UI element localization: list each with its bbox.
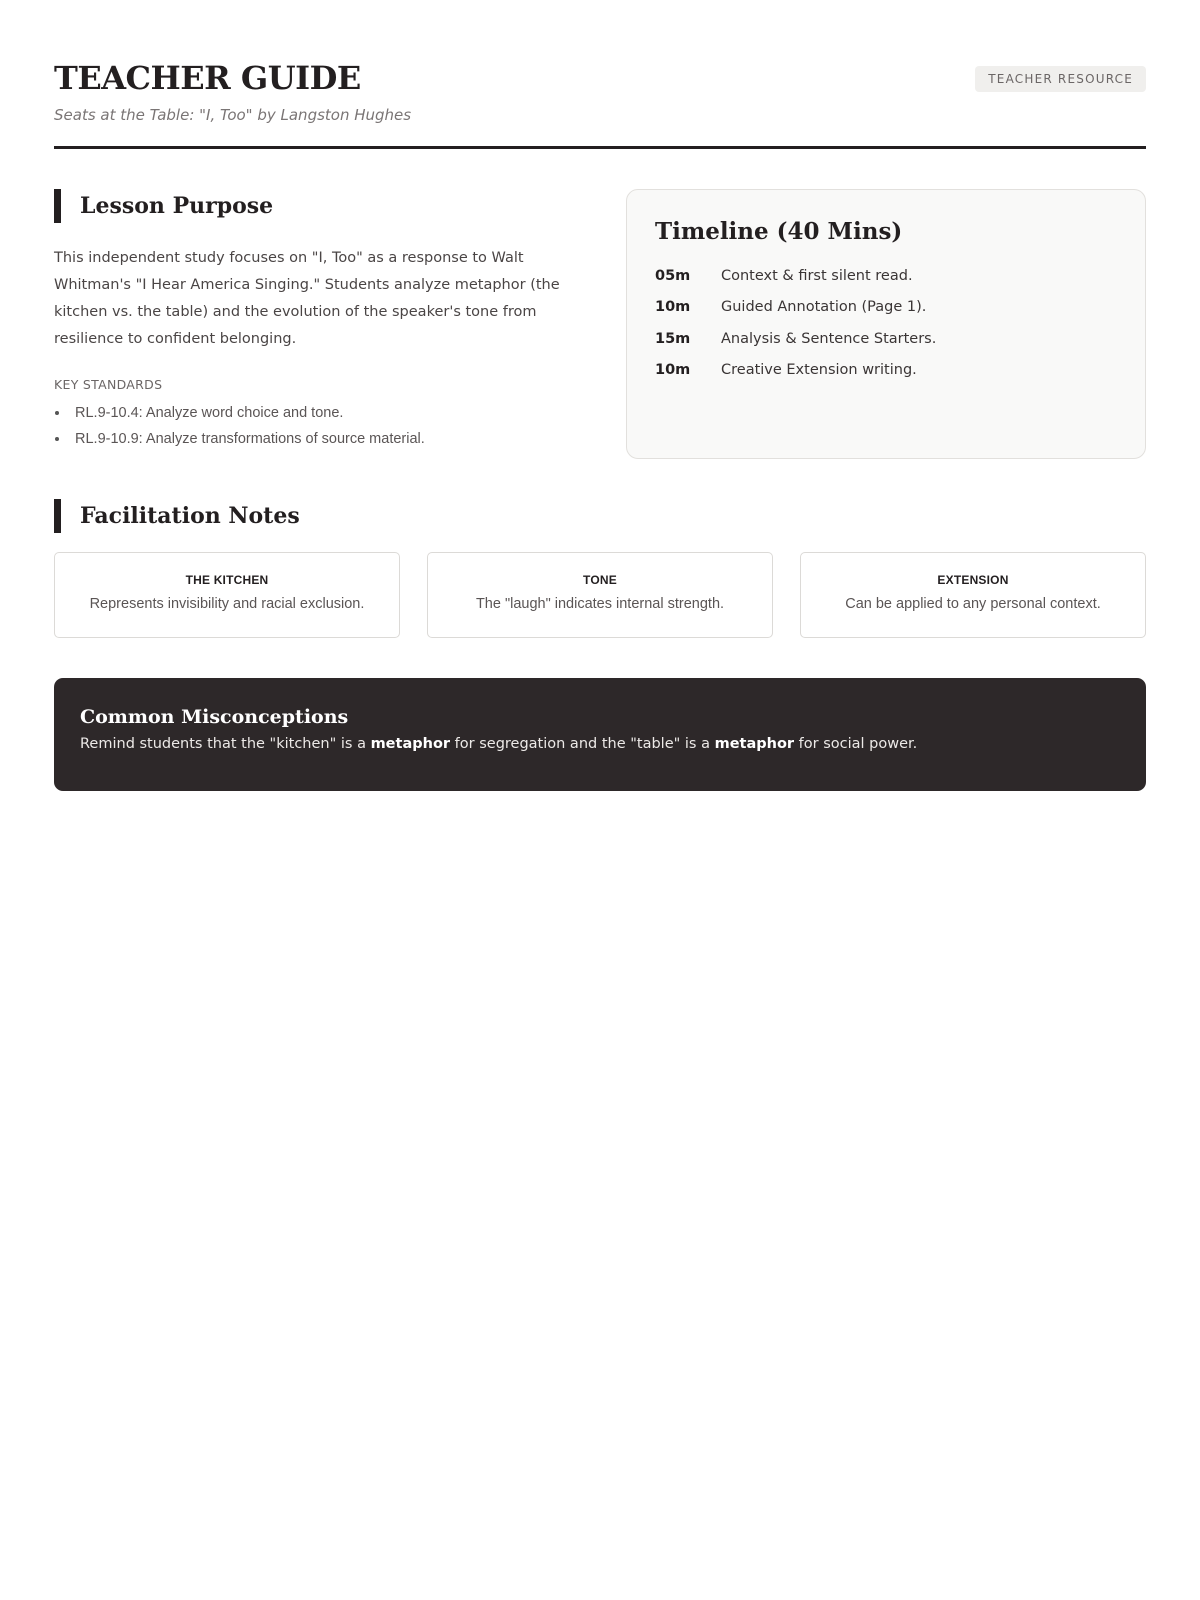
- timeline-row: [655, 355, 1117, 387]
- note-card-label: TONE: [583, 573, 617, 587]
- misconceptions-text-part: Remind students that the "kitchen" is a: [80, 736, 371, 752]
- page-title: TEACHER GUIDE: [54, 59, 361, 97]
- timeline-activity: Context & first silent read.: [721, 267, 913, 284]
- lesson-purpose-section: [54, 189, 582, 459]
- timeline-heading: Timeline (40 Mins): [655, 218, 903, 245]
- timeline-card: [626, 189, 1146, 459]
- facilitation-notes-heading: [54, 499, 1146, 533]
- note-card-text: Can be applied to any personal context.: [845, 596, 1101, 612]
- section-accent-bar: [54, 189, 61, 223]
- misconceptions-emphasis: metaphor: [370, 736, 451, 752]
- standard-item: RL.9-10.4: Analyze word choice and tone.: [54, 400, 582, 426]
- facilitation-notes-section: [54, 499, 1146, 638]
- note-card-text: Represents invisibility and racial exclusion.: [89, 596, 365, 612]
- lesson-purpose-body: This independent study focuses on "I, Too" as a response to Walt Whitman's "I Hear America Singing." Students analyze metaphor (the kitchen vs. the table) and the evolution of the speaker's tone from resilience to confident belonging.: [54, 250, 560, 347]
- timeline-activity: Guided Annotation (Page 1).: [721, 299, 927, 316]
- key-standards-list: [54, 400, 582, 452]
- note-card-label: EXTENSION: [937, 573, 1009, 587]
- note-card-extension: [800, 552, 1146, 638]
- note-card-kitchen: [54, 552, 400, 638]
- note-card-text: The "laugh" indicates internal strength.: [475, 596, 725, 612]
- section-accent-bar: [54, 499, 61, 533]
- timeline-duration: 05m: [655, 267, 691, 284]
- timeline-activity: Creative Extension writing.: [721, 362, 917, 379]
- standard-item: RL.9-10.9: Analyze transformations of source material.: [54, 426, 582, 452]
- timeline-duration: 15m: [655, 330, 691, 347]
- top-row: [54, 189, 1146, 459]
- lesson-purpose-heading-text: Lesson Purpose: [80, 193, 274, 219]
- resource-badge: TEACHER RESOURCE: [975, 66, 1146, 92]
- key-standards-label: KEY STANDARDS: [54, 377, 163, 392]
- misconceptions-heading: Common Misconceptions: [80, 706, 349, 728]
- page-subtitle: Seats at the Table: "I, Too" by Langston Hughes: [54, 106, 412, 124]
- misconceptions-emphasis: metaphor: [714, 736, 795, 752]
- misconceptions-callout: [54, 678, 1146, 791]
- timeline-duration: 10m: [655, 299, 691, 316]
- misconceptions-text-part: for segregation and the "table" is a: [450, 736, 715, 752]
- facilitation-cards: [54, 552, 1146, 638]
- misconceptions-text: [80, 736, 1120, 752]
- timeline-row: [655, 323, 1117, 355]
- misconceptions-text-part: for social power.: [794, 736, 918, 752]
- timeline-list: [655, 260, 1117, 386]
- header: [54, 0, 1146, 149]
- note-card-label: THE KITCHEN: [185, 573, 269, 587]
- timeline-activity: Analysis & Sentence Starters.: [721, 330, 937, 347]
- facilitation-notes-heading-text: Facilitation Notes: [80, 503, 300, 529]
- timeline-duration: 10m: [655, 362, 691, 379]
- timeline-row: [655, 260, 1117, 292]
- note-card-tone: [427, 552, 773, 638]
- timeline-row: [655, 292, 1117, 324]
- lesson-purpose-heading: [54, 189, 582, 223]
